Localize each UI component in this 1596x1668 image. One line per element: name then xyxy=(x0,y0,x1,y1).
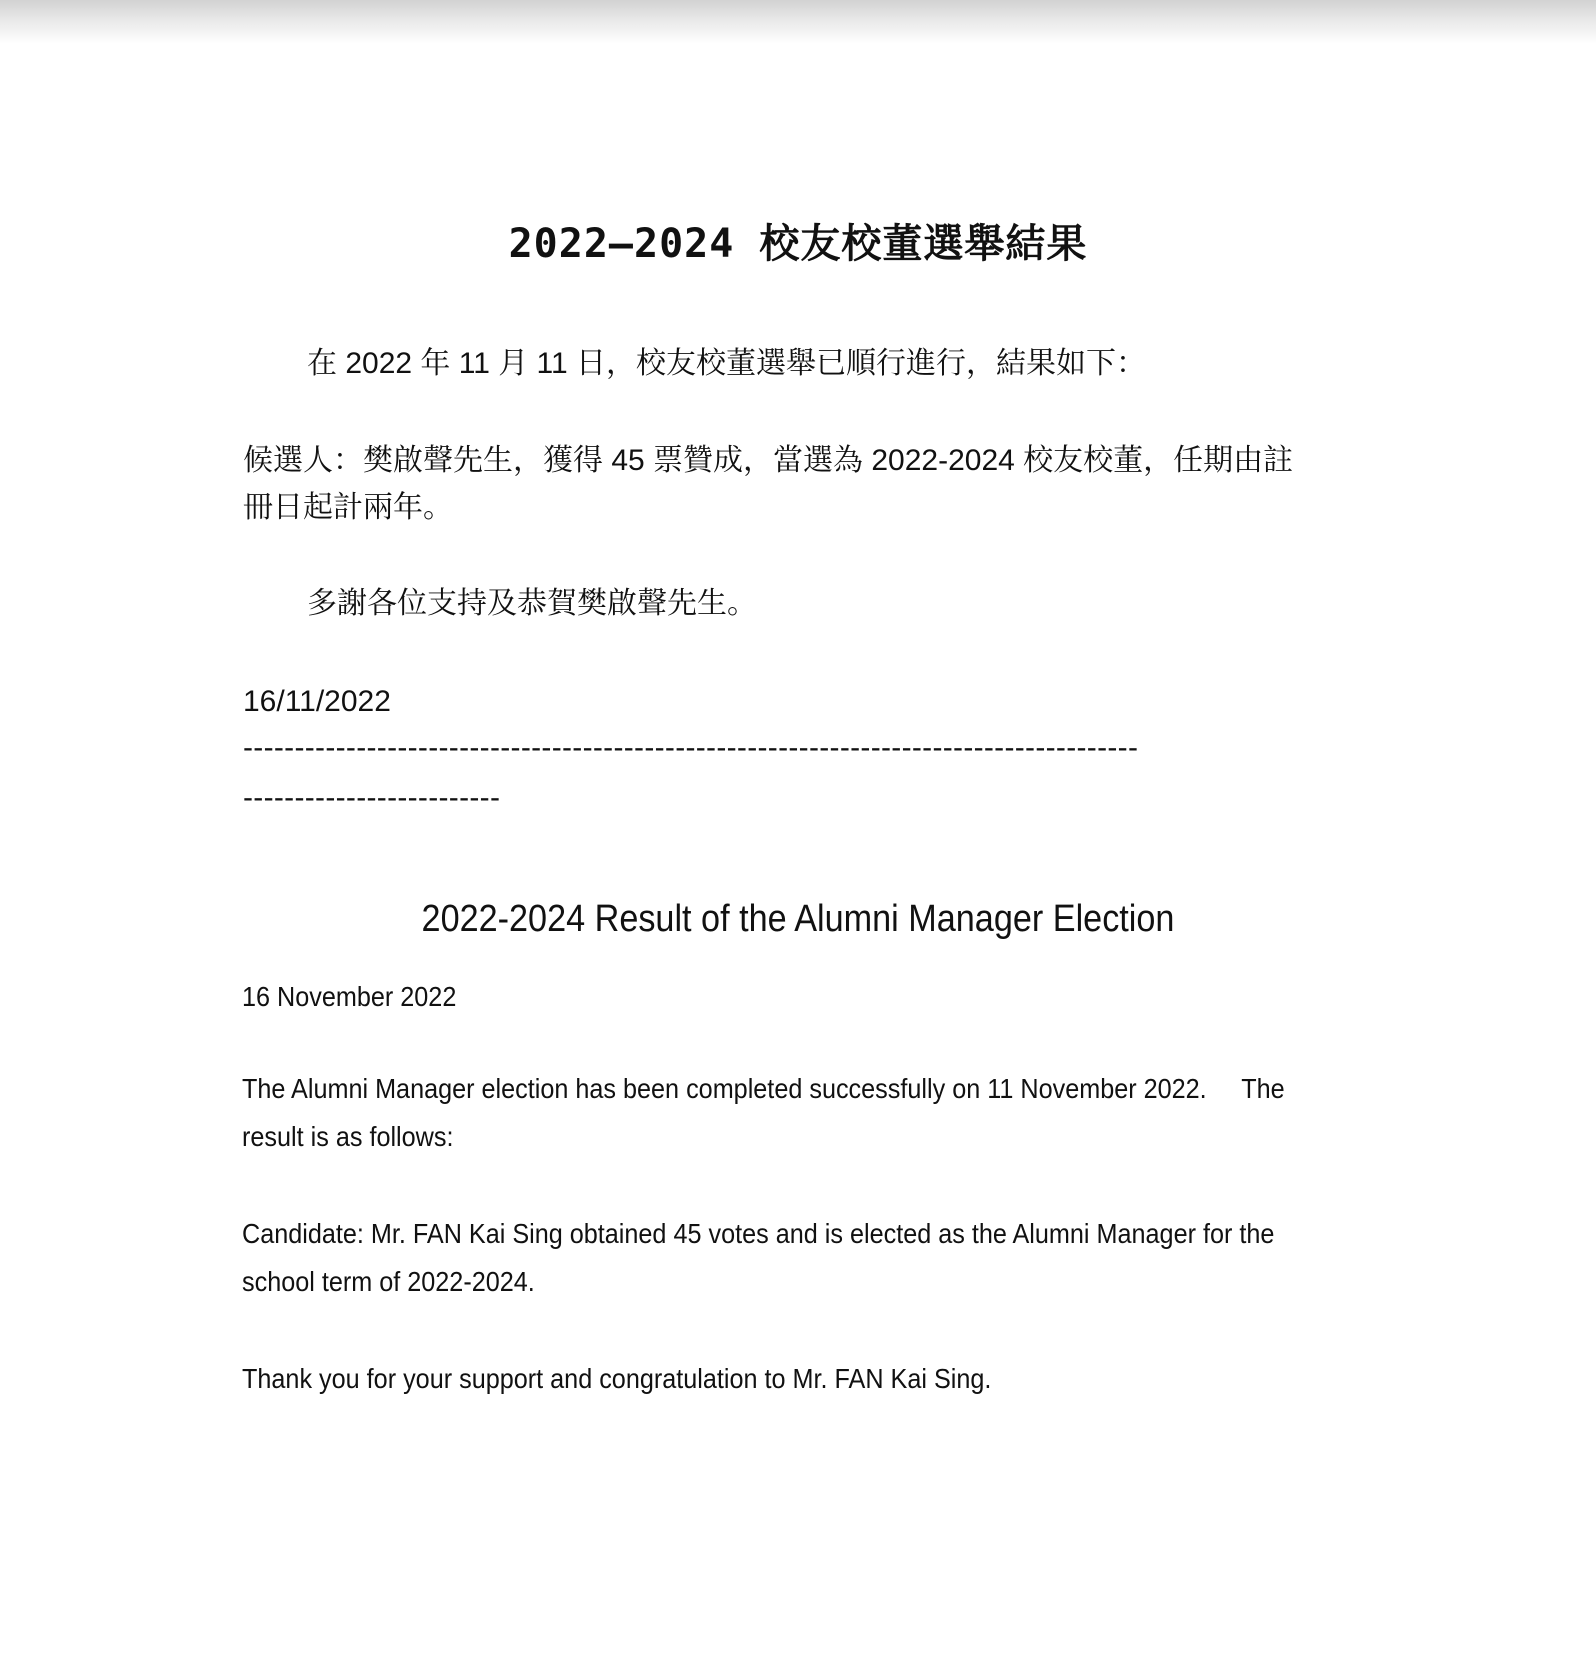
english-candidate-line-2: school term of 2022-2024. xyxy=(242,1266,535,1297)
english-intro-line-1: The Alumni Manager election has been completed successfully on 11 November 2022. The xyxy=(242,1073,1285,1104)
divider-line-2: ------------------------- xyxy=(243,781,501,814)
divider-line-1: --------------------------------------------------------------------------------------- xyxy=(243,731,1139,764)
chinese-intro-paragraph: 在 2022 年 11 月 11 日，校友校董選舉已順行進行，結果如下： xyxy=(307,347,1147,380)
chinese-candidate-line-2: 冊日起計兩年。 xyxy=(243,491,453,524)
chinese-title: 2022–2024 校友校董選舉結果 xyxy=(508,221,1088,267)
chinese-thanks-paragraph: 多謝各位支持及恭賀樊啟聲先生。 xyxy=(307,587,757,620)
english-candidate-line-1: Candidate: Mr. FAN Kai Sing obtained 45 votes and is elected as the Alumni Manager for the xyxy=(242,1218,1275,1249)
chinese-candidate-line-1: 候選人：樊啟聲先生，獲得 45 票贊成，當選為 2022-2024 校友校董，任期由註 xyxy=(243,444,1294,477)
english-title: 2022-2024 Result of the Alumni Manager Election xyxy=(421,898,1175,940)
chinese-date: 16/11/2022 xyxy=(243,685,391,718)
english-date: 16 November 2022 xyxy=(242,981,457,1012)
english-thanks-paragraph: Thank you for your support and congratulation to Mr. FAN Kai Sing. xyxy=(242,1363,992,1394)
english-intro-line-2: result is as follows: xyxy=(242,1121,454,1152)
